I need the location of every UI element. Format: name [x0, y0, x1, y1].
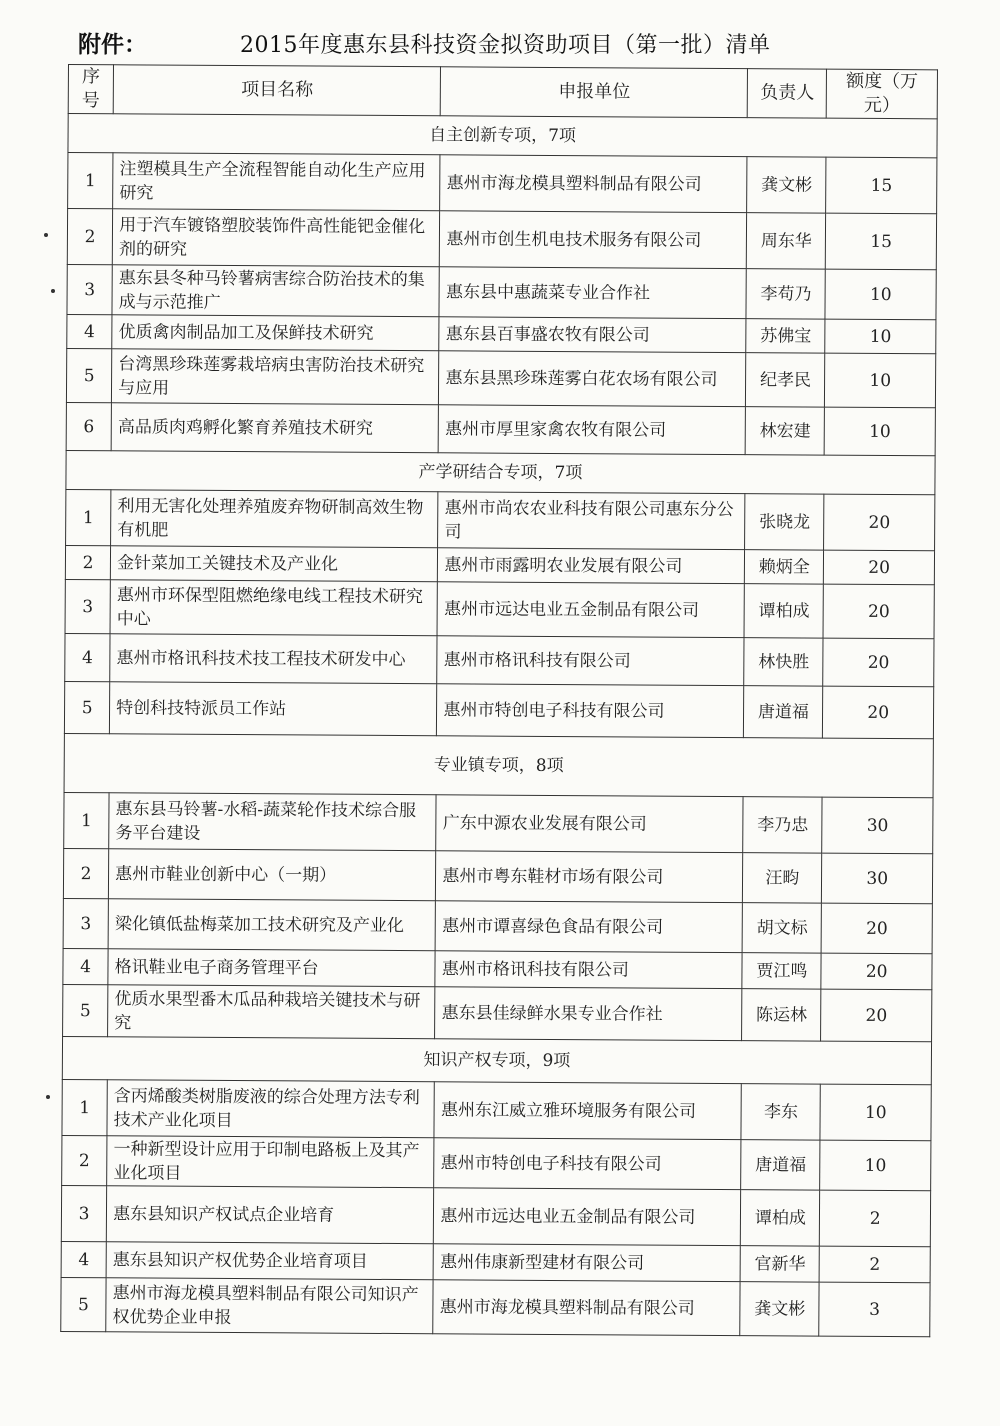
header-row [68, 65, 937, 119]
row-number: 3 [63, 898, 108, 948]
project-name: 金针菜加工关键技术及产业化 [110, 546, 437, 582]
row-number: 5 [66, 348, 111, 402]
project-leader: 贾江鸣 [742, 953, 821, 989]
applicant-unit: 广东中源农业发展有限公司 [436, 795, 743, 853]
document-title: 2015年度惠东县科技资金拟资助项目（第一批）清单 [240, 33, 771, 58]
project-leader: 苏佛宝 [746, 319, 825, 353]
applicant-unit: 惠州市海龙模具塑料制品有限公司 [433, 1280, 740, 1336]
project-leader: 谭柏成 [741, 1190, 820, 1246]
funding-amount: 3 [819, 1282, 930, 1337]
funding-amount: 20 [824, 550, 935, 585]
table-row [61, 1241, 930, 1282]
funding-amount: 10 [820, 1140, 931, 1191]
funding-amount: 15 [826, 157, 937, 214]
funding-amount: 10 [825, 407, 936, 456]
col-header-no: 序号 [68, 65, 113, 114]
row-number: 3 [67, 264, 112, 314]
project-leader: 林宏建 [746, 407, 825, 455]
project-name: 梁化镇低盐梅菜加工技术研究及产业化 [108, 899, 436, 951]
document-header [78, 22, 938, 62]
section-heading: 知识产权专项，9项 [62, 1036, 931, 1084]
funding-amount: 10 [825, 353, 936, 408]
row-number: 2 [65, 545, 110, 579]
table-row [66, 348, 935, 407]
col-header-project: 项目名称 [113, 65, 441, 116]
table-row [67, 314, 936, 353]
funding-amount: 30 [822, 853, 933, 904]
table-body [61, 114, 937, 1337]
row-number: 6 [66, 402, 111, 450]
table-row [65, 545, 934, 584]
project-name: 用于汽车镀铬塑胶装饰件高性能钯金催化剂的研究 [112, 209, 440, 267]
row-number: 1 [66, 489, 111, 545]
applicant-unit: 惠州东江威立雅环境服务有限公司 [434, 1082, 741, 1140]
applicant-unit: 惠州市尚农农业科技有限公司惠东分公司 [438, 492, 745, 550]
funding-amount: 20 [823, 686, 934, 739]
project-leader: 龚文彬 [747, 157, 826, 213]
project-name: 一种新型设计应用于印制电路板上及其产业化项目 [107, 1136, 435, 1188]
project-leader: 林快胜 [744, 638, 823, 686]
table-row [64, 792, 933, 853]
funding-amount: 2 [820, 1190, 931, 1247]
table-row [62, 1079, 931, 1140]
row-number: 4 [63, 948, 108, 984]
project-leader: 胡文标 [742, 903, 821, 953]
funding-amount: 10 [825, 269, 936, 320]
col-header-amount: 额度（万元） [827, 69, 938, 119]
table-row [61, 1277, 930, 1336]
project-leader: 张晓龙 [745, 494, 824, 550]
scan-dot [51, 289, 55, 293]
table-row [65, 633, 934, 686]
project-leader: 唐道福 [744, 686, 823, 738]
row-number: 5 [64, 681, 109, 733]
table-header [68, 65, 937, 119]
table-row [67, 264, 936, 319]
scan-dot [44, 233, 48, 237]
project-leader: 李东 [741, 1084, 820, 1140]
applicant-unit: 惠州市格讯科技有限公司 [437, 636, 744, 686]
project-leader: 李乃忠 [743, 797, 822, 853]
applicant-unit: 惠州市格讯科技有限公司 [435, 951, 742, 989]
project-leader: 李苟乃 [746, 269, 825, 319]
applicant-unit: 惠州市创生机电技术服务有限公司 [440, 211, 747, 269]
row-number: 1 [62, 1079, 107, 1135]
applicant-unit: 惠东县中惠蔬菜专业合作社 [439, 267, 746, 319]
col-header-leader: 负责人 [748, 69, 827, 118]
project-leader: 唐道福 [741, 1140, 820, 1190]
applicant-unit: 惠州伟康新型建材有限公司 [434, 1244, 741, 1282]
funding-amount: 20 [823, 638, 934, 687]
applicant-unit: 惠州市海龙模具塑料制品有限公司 [440, 155, 747, 213]
table-row [65, 579, 934, 638]
project-name: 惠州市海龙模具塑料制品有限公司知识产权优势企业申报 [106, 1278, 434, 1334]
project-name: 惠东县马铃薯-水稻-蔬菜轮作技术综合服务平台建设 [109, 793, 437, 851]
project-name: 优质水果型番木瓜品种栽培关键技术与研究 [108, 985, 436, 1039]
row-number: 4 [65, 633, 110, 681]
funding-list-table [60, 64, 938, 1337]
applicant-unit: 惠州市厚里家禽农牧有限公司 [439, 405, 746, 455]
project-name: 惠州市环保型阻燃绝缘电线工程技术研究中心 [110, 580, 438, 636]
project-name: 惠东县知识产权试点企业培育 [106, 1186, 434, 1244]
table-row [62, 1135, 931, 1190]
applicant-unit: 惠州市特创电子科技有限公司 [437, 684, 744, 738]
applicant-unit: 惠东县黑珍珠莲雾白花农场有限公司 [439, 351, 746, 407]
project-name: 含丙烯酸类树脂废液的综合处理方法专利技术产业化项目 [107, 1080, 435, 1138]
project-leader: 周东华 [747, 213, 826, 269]
funding-amount: 20 [821, 989, 932, 1042]
row-number: 2 [63, 848, 108, 898]
project-leader: 汪畇 [743, 853, 822, 903]
section-heading: 产学研结合专项，7项 [66, 450, 935, 494]
applicant-unit: 惠州市粤东鞋材市场有限公司 [436, 851, 743, 903]
project-leader: 纪孝民 [746, 353, 825, 407]
row-number: 5 [61, 1277, 106, 1331]
table-row [63, 948, 932, 989]
project-leader: 陈运林 [742, 989, 821, 1041]
project-leader: 谭柏成 [744, 584, 823, 638]
table-row [63, 898, 932, 953]
row-number: 4 [61, 1241, 106, 1277]
attachment-label: 附件： [78, 32, 147, 58]
applicant-unit: 惠州市雨露明农业发展有限公司 [438, 548, 745, 584]
table-row [68, 153, 937, 214]
section-row [62, 1036, 931, 1084]
project-name: 台湾黑珍珠莲雾栽培病虫害防治技术研究与应用 [112, 349, 440, 405]
table-row [61, 1185, 930, 1246]
project-name: 优质禽肉制品加工及保鲜技术研究 [112, 315, 439, 351]
table-row [64, 681, 933, 738]
funding-amount: 20 [824, 494, 935, 551]
scan-dot [46, 1095, 50, 1099]
project-name: 惠州市鞋业创新中心（一期） [109, 849, 437, 901]
funding-amount: 20 [821, 953, 932, 990]
section-row [66, 450, 935, 494]
row-number: 2 [62, 1135, 107, 1185]
funding-amount: 10 [820, 1084, 931, 1141]
row-number: 1 [64, 792, 109, 848]
funding-amount: 20 [821, 903, 932, 954]
project-name: 惠东县冬种马铃薯病害综合防治技术的集成与示范推广 [112, 265, 440, 317]
table-row [67, 209, 936, 270]
row-number: 1 [68, 153, 113, 209]
project-leader: 龚文彬 [740, 1282, 819, 1336]
funding-amount: 20 [823, 584, 934, 639]
project-name: 高品质肉鸡孵化繁育养殖技术研究 [111, 403, 439, 453]
col-header-unit: 申报单位 [441, 67, 748, 118]
table-row [66, 402, 935, 455]
project-leader: 官新华 [740, 1246, 819, 1282]
applicant-unit: 惠东县佳绿鲜水果专业合作社 [435, 987, 742, 1041]
section-heading: 自主创新专项，7项 [68, 114, 937, 158]
row-number: 3 [61, 1185, 106, 1241]
table-row [63, 984, 932, 1041]
funding-amount: 30 [822, 797, 933, 854]
project-leader: 赖炳全 [745, 550, 824, 584]
funding-amount: 2 [819, 1246, 930, 1283]
row-number: 5 [63, 984, 108, 1036]
section-row [64, 733, 933, 797]
project-name: 注塑模具生产全流程智能自动化生产应用研究 [113, 153, 441, 211]
applicant-unit: 惠州市远达电业五金制品有限公司 [434, 1188, 741, 1246]
row-number: 3 [65, 579, 110, 633]
project-name: 格讯鞋业电子商务管理平台 [108, 949, 435, 987]
table-row [63, 848, 932, 903]
project-name: 惠州市格讯科技术技工程技术研发中心 [110, 634, 438, 684]
funding-amount: 10 [825, 319, 936, 354]
applicant-unit: 惠州市谭喜绿色食品有限公司 [436, 901, 743, 953]
section-heading: 专业镇专项，8项 [64, 733, 933, 797]
funding-amount: 15 [826, 213, 937, 270]
project-name: 利用无害化处理养殖废弃物研制高效生物有机肥 [111, 490, 439, 548]
project-name: 特创科技特派员工作站 [110, 682, 438, 736]
project-name: 惠东县知识产权优势企业培育项目 [106, 1242, 433, 1280]
applicant-unit: 惠州市特创电子科技有限公司 [434, 1138, 741, 1190]
row-number: 4 [67, 314, 112, 348]
applicant-unit: 惠州市远达电业五金制品有限公司 [437, 582, 744, 638]
section-row [68, 114, 937, 158]
table-row [66, 489, 935, 550]
applicant-unit: 惠东县百事盛农牧有限公司 [439, 317, 746, 353]
row-number: 2 [67, 209, 112, 265]
